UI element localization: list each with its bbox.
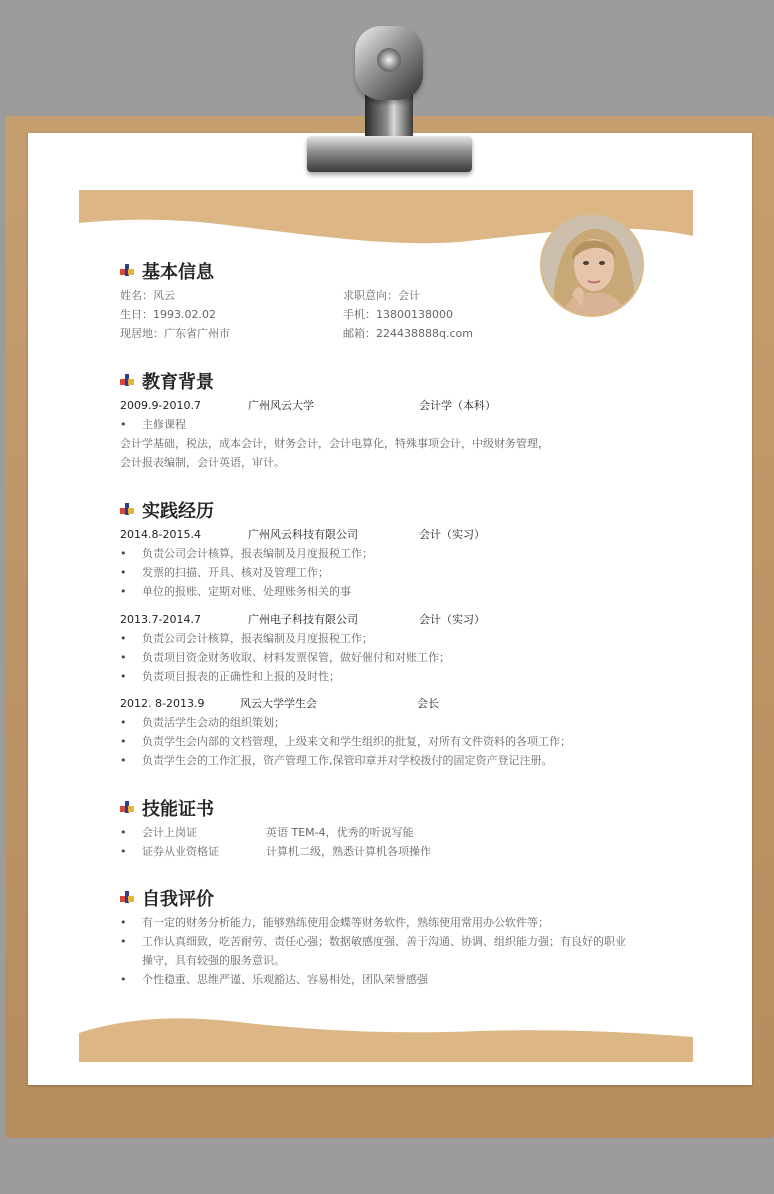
- section-title-practice: 实践经历: [142, 501, 214, 522]
- education-major: 会计学（本科）: [419, 399, 496, 412]
- section-title-skills: 技能证书: [142, 799, 214, 820]
- education-school: 广州风云大学: [248, 399, 314, 412]
- bullet: •: [120, 670, 127, 683]
- footer-wave-band: [79, 1015, 693, 1062]
- education-period: 2009.9-2010.7: [120, 399, 201, 412]
- bullet: •: [120, 716, 127, 729]
- practice-2-period: 2013.7-2014.7: [120, 613, 201, 626]
- bullet: •: [120, 418, 127, 431]
- skill-2-cert: 证券从业资格证: [142, 845, 219, 858]
- self-eval-item-3: 个性稳重、思维严谨、乐观豁达、容易相处，团队荣誉感强: [142, 973, 428, 986]
- section-marker-icon: [120, 503, 134, 517]
- section-marker-icon: [120, 801, 134, 815]
- skill-1-cert: 会计上岗证: [142, 826, 197, 839]
- practice-2-org: 广州电子科技有限公司: [248, 613, 358, 626]
- section-marker-icon: [120, 374, 134, 388]
- binder-clip-hole: [377, 48, 401, 72]
- self-eval-item-2-line-1: 工作认真细致，吃苦耐劳、责任心强；数据敏感度强、善于沟通、协调、组织能力强；有良好的职业: [142, 935, 626, 948]
- course-heading: 主修课程: [142, 418, 186, 431]
- section-education: [120, 369, 214, 393]
- practice-1-item-2: 发票的扫描、开具、核对及管理工作；: [142, 566, 329, 579]
- bullet: •: [120, 916, 127, 929]
- self-eval-item-1: 有一定的财务分析能力，能够熟练使用金蝶等财务软件，熟练使用常用办公软件等；: [142, 916, 549, 929]
- bullet: •: [120, 651, 127, 664]
- self-eval-item-2-line-2: 操守，具有较强的服务意识。: [142, 954, 285, 967]
- section-title-basic: 基本信息: [142, 262, 214, 283]
- practice-1-item-1: 负责公司会计核算，报表编制及月度报税工作；: [142, 547, 373, 560]
- bullet: •: [120, 754, 127, 767]
- practice-3-item-1: 负责活学生会动的组织策划；: [142, 716, 285, 729]
- section-skills: [120, 796, 214, 820]
- bullet: •: [120, 973, 127, 986]
- practice-2-item-1: 负责公司会计核算，报表编制及月度报税工作；: [142, 632, 373, 645]
- section-marker-icon: [120, 264, 134, 278]
- practice-1-item-3: 单位的报账、定期对账、处理账务相关的事: [142, 585, 351, 598]
- phone-field: 手机：13800138000: [343, 308, 453, 321]
- residence-field: 现居地：广东省广州市: [120, 327, 230, 340]
- practice-3-item-2: 负责学生会内部的文档管理，上级来文和学生组织的批复，对所有文件资料的各项工作；: [142, 735, 571, 748]
- section-title-self-eval: 自我评价: [142, 889, 214, 910]
- birthday-field: 生日：1993.02.02: [120, 308, 216, 321]
- bullet: •: [120, 735, 127, 748]
- practice-2-role: 会计（实习）: [419, 613, 485, 626]
- name-field: 姓名：风云: [120, 289, 175, 302]
- bullet: •: [120, 566, 127, 579]
- bullet: •: [120, 632, 127, 645]
- practice-2-item-2: 负责项目资金财务收取、材料发票保管，做好催付和对账工作；: [142, 651, 450, 664]
- job-intent-field: 求职意向：会计: [343, 289, 420, 302]
- skill-2-desc: 计算机二级，熟悉计算机各项操作: [266, 845, 431, 858]
- section-self-evaluation: [120, 886, 214, 910]
- practice-1-org: 广州风云科技有限公司: [248, 528, 358, 541]
- practice-1-period: 2014.8-2015.4: [120, 528, 201, 541]
- binder-clip-base: [307, 136, 472, 172]
- bullet: •: [120, 845, 127, 858]
- section-practice: [120, 498, 214, 522]
- skill-1-desc: 英语 TEM-4，优秀的听说写能: [266, 826, 414, 839]
- bullet: •: [120, 585, 127, 598]
- courses-line-1: 会计学基础，税法，成本会计，财务会计，会计电算化，特殊事项会计，中级财务管理，: [120, 437, 549, 450]
- email-field: 邮箱：224438888q.com: [343, 327, 473, 340]
- practice-1-role: 会计（实习）: [419, 528, 485, 541]
- practice-3-org: 风云大学学生会: [240, 697, 317, 710]
- bullet: •: [120, 826, 127, 839]
- section-basic-info: [120, 259, 214, 283]
- practice-3-item-3: 负责学生会的工作汇报，资产管理工作,保管印章并对学校拨付的固定资产登记注册。: [142, 754, 553, 767]
- courses-line-2: 会计报表编制，会计英语，审计。: [120, 456, 285, 469]
- bullet: •: [120, 935, 127, 948]
- practice-2-item-3: 负责项目报表的正确性和上报的及时性；: [142, 670, 340, 683]
- practice-3-period: 2012. 8-2013.9: [120, 697, 205, 710]
- section-marker-icon: [120, 891, 134, 905]
- avatar-photo: [540, 213, 644, 317]
- practice-3-role: 会长: [417, 697, 439, 710]
- bullet: •: [120, 547, 127, 560]
- section-title-education: 教育背景: [142, 372, 214, 393]
